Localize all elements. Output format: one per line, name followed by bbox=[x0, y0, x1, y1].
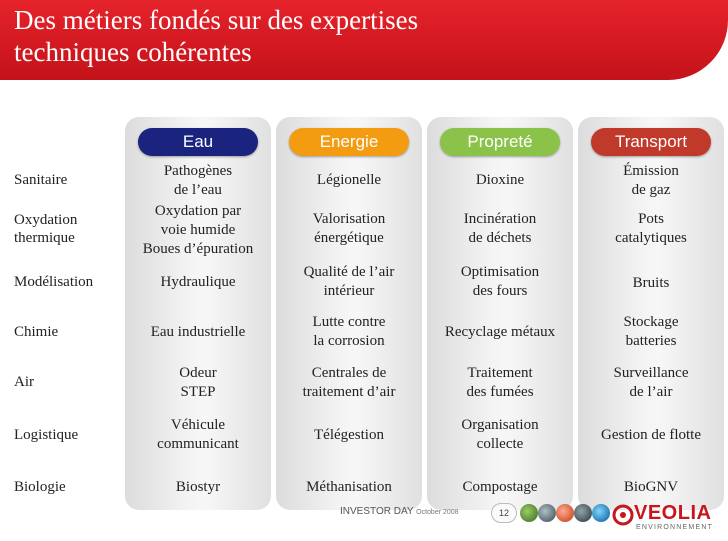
cell-logistique-proprete bbox=[430, 416, 570, 454]
cell-line: de gaz bbox=[631, 182, 671, 198]
footer-event-label: INVESTOR DAY bbox=[340, 506, 414, 517]
slide-title bbox=[14, 4, 534, 68]
cell-line: catalytiques bbox=[615, 230, 687, 246]
cell-line: Boues d’épuration bbox=[142, 241, 254, 257]
row-label-chimie bbox=[14, 323, 124, 341]
cell-line: Biostyr bbox=[175, 479, 221, 495]
cell-chimie-eau bbox=[128, 323, 268, 342]
cell-line: de l’air bbox=[629, 384, 673, 400]
thumb-face-icon bbox=[556, 504, 574, 522]
cell-line: Traitement bbox=[467, 365, 533, 381]
row-label-line: Air bbox=[14, 374, 34, 390]
cell-chimie-transport bbox=[581, 313, 721, 351]
cell-line: Hydraulique bbox=[160, 274, 236, 290]
row-label-oxydation-thermique bbox=[14, 211, 124, 247]
row-label-line: Oxydation bbox=[14, 212, 78, 228]
cell-biologie-energie bbox=[279, 478, 419, 497]
cell-air-proprete bbox=[430, 364, 570, 402]
cell-line: Odeur bbox=[179, 365, 217, 381]
cell-line: Optimisation bbox=[460, 264, 540, 280]
cell-line: Pathogènes bbox=[163, 163, 233, 179]
cell-line: intérieur bbox=[323, 283, 375, 299]
cell-line: Dioxine bbox=[475, 172, 525, 188]
cell-line: Eau industrielle bbox=[150, 324, 246, 340]
cell-line: des fours bbox=[472, 283, 528, 299]
cell-line: énergétique bbox=[314, 230, 384, 246]
cell-line: Télégestion bbox=[314, 427, 384, 443]
row-label-modelisation bbox=[14, 273, 124, 291]
cell-line: Véhicule bbox=[170, 417, 226, 433]
row-label-line: Sanitaire bbox=[14, 172, 68, 188]
cell-line: Surveillance bbox=[613, 365, 689, 381]
column-header-eau: Eau bbox=[138, 128, 258, 156]
title-bar bbox=[0, 0, 728, 80]
cell-line: BioGNV bbox=[623, 479, 679, 495]
row-label-logistique bbox=[14, 426, 124, 444]
column-header-energie: Energie bbox=[289, 128, 409, 156]
cell-line: Oxydation par bbox=[154, 203, 242, 219]
cell-line: Pots bbox=[638, 211, 664, 227]
cell-line: la corrosion bbox=[313, 333, 385, 349]
title-line-1: Des métiers fondés sur des expertises bbox=[14, 5, 419, 35]
cell-line: batteries bbox=[625, 333, 677, 349]
cell-biologie-proprete bbox=[430, 478, 570, 497]
veolia-logo-icon bbox=[612, 504, 634, 526]
cell-oxydation-transport bbox=[581, 210, 721, 248]
cell-line: STEP bbox=[180, 384, 216, 400]
cell-biologie-eau bbox=[128, 478, 268, 497]
row-label-line: Modélisation bbox=[14, 274, 94, 290]
cell-oxydation-eau bbox=[128, 202, 268, 259]
column-header-transport: Transport bbox=[591, 128, 711, 156]
cell-line: communicant bbox=[157, 436, 239, 452]
row-label-biologie bbox=[14, 478, 124, 496]
cell-modelisation-eau bbox=[128, 273, 268, 292]
cell-oxydation-proprete bbox=[430, 210, 570, 248]
cell-air-eau bbox=[128, 364, 268, 402]
veolia-logo-subtitle: ENVIRONNEMENT bbox=[636, 524, 714, 531]
cell-logistique-eau bbox=[128, 416, 268, 454]
cell-line: collecte bbox=[476, 436, 524, 452]
cell-line: Légionelle bbox=[316, 172, 382, 188]
cell-line: Recyclage métaux bbox=[444, 324, 556, 340]
cell-line: Compostage bbox=[462, 479, 538, 495]
thumb-water-icon bbox=[592, 504, 610, 522]
cell-line: Incinération bbox=[463, 211, 537, 227]
row-label-sanitaire bbox=[14, 171, 124, 189]
cell-sanitaire-transport bbox=[581, 162, 721, 200]
thumb-leaf-icon bbox=[520, 504, 538, 522]
veolia-logo bbox=[612, 500, 722, 536]
cell-line: Centrales de bbox=[311, 365, 387, 381]
cell-modelisation-transport bbox=[581, 274, 721, 293]
page-number: 12 bbox=[491, 503, 517, 523]
cell-line: Valorisation bbox=[312, 211, 386, 227]
cell-line: voie humide bbox=[160, 222, 236, 238]
cell-modelisation-energie bbox=[279, 263, 419, 301]
cell-chimie-proprete bbox=[430, 323, 570, 342]
cell-logistique-transport bbox=[581, 426, 721, 445]
cell-line: des fumées bbox=[466, 384, 534, 400]
footer-thumbnails bbox=[520, 500, 610, 528]
cell-line: Organisation bbox=[461, 417, 539, 433]
cell-line: traitement d’air bbox=[302, 384, 396, 400]
cell-sanitaire-energie bbox=[279, 171, 419, 190]
row-label-line: Logistique bbox=[14, 427, 79, 443]
row-label-line: Chimie bbox=[14, 324, 59, 340]
veolia-logo-word: VEOLIA bbox=[634, 502, 712, 524]
cell-line: de l’eau bbox=[174, 182, 222, 198]
thumb-vehicle-icon bbox=[574, 504, 592, 522]
cell-line: Lutte contre bbox=[312, 314, 386, 330]
cell-line: Stockage bbox=[623, 314, 679, 330]
row-label-air bbox=[14, 373, 124, 391]
cell-oxydation-energie bbox=[279, 210, 419, 248]
cell-line: de déchets bbox=[468, 230, 532, 246]
cell-line: Gestion de flotte bbox=[601, 427, 701, 443]
cell-sanitaire-eau bbox=[128, 162, 268, 200]
thumb-person-icon bbox=[538, 504, 556, 522]
title-line-2: techniques cohérentes bbox=[14, 37, 252, 67]
cell-line: Qualité de l’air bbox=[303, 264, 395, 280]
cell-air-energie bbox=[279, 364, 419, 402]
column-header-proprete: Propreté bbox=[440, 128, 560, 156]
footer-event bbox=[340, 506, 459, 517]
cell-line: Émission bbox=[623, 163, 679, 179]
cell-chimie-energie bbox=[279, 313, 419, 351]
cell-biologie-transport bbox=[581, 478, 721, 497]
cell-line: Méthanisation bbox=[306, 479, 392, 495]
cell-modelisation-proprete bbox=[430, 263, 570, 301]
row-label-line: Biologie bbox=[14, 479, 66, 495]
footer-date: October 2008 bbox=[416, 509, 459, 516]
cell-air-transport bbox=[581, 364, 721, 402]
cell-sanitaire-proprete bbox=[430, 171, 570, 190]
row-label-line: thermique bbox=[14, 230, 75, 246]
cell-logistique-energie bbox=[279, 426, 419, 445]
cell-line: Bruits bbox=[632, 275, 670, 291]
